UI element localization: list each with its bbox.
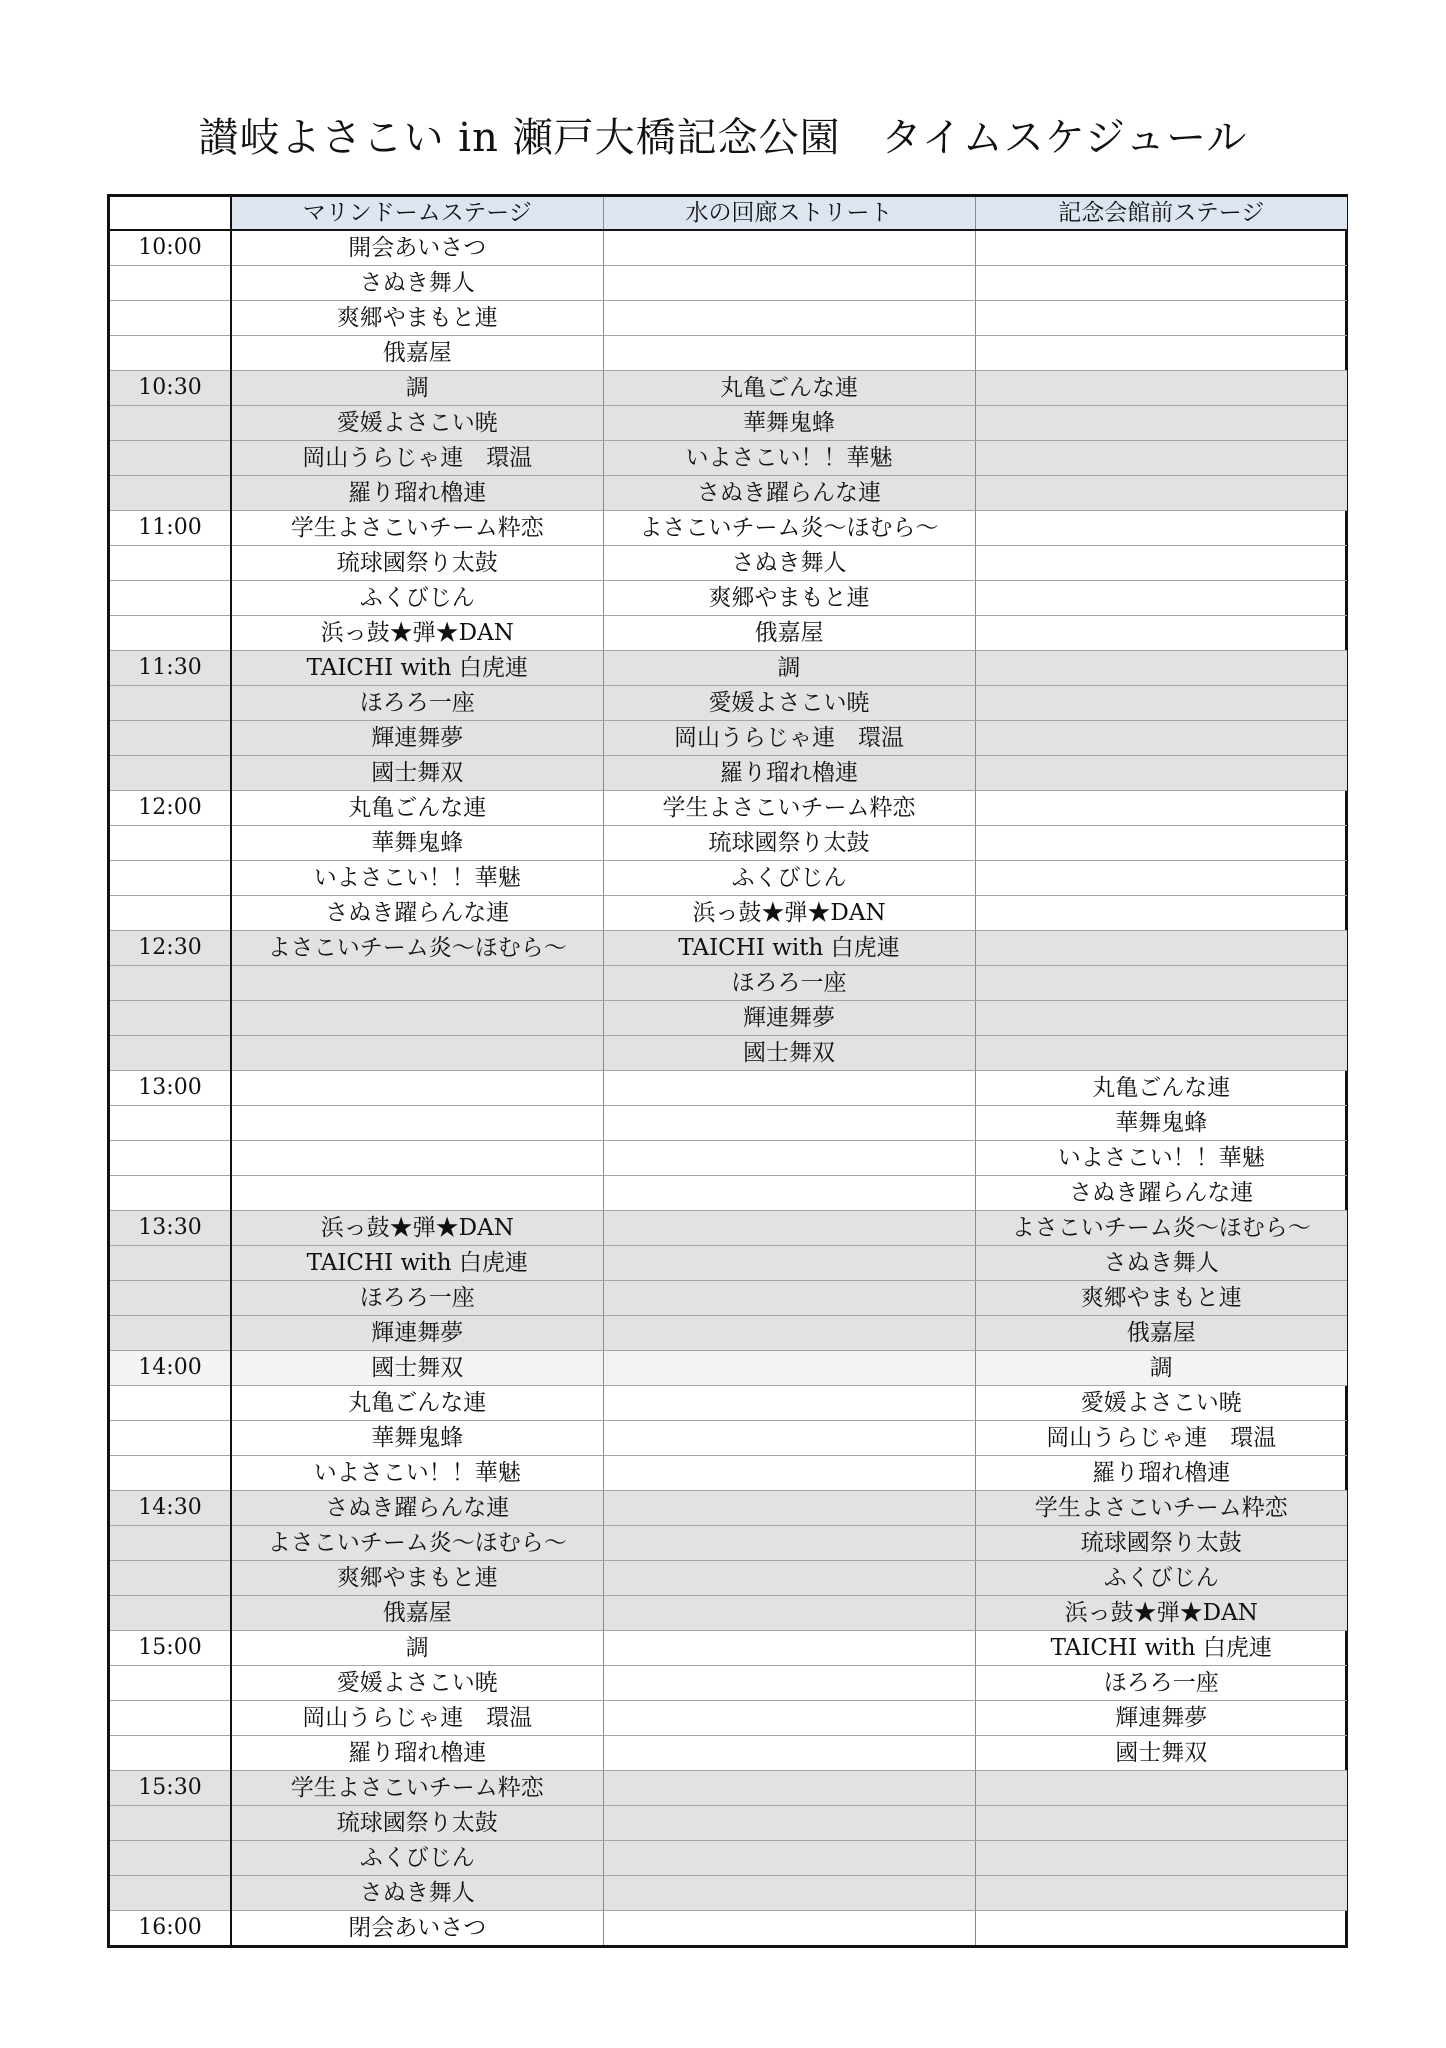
marine-dome-stage-cell xyxy=(231,1141,603,1176)
memorial-hall-stage-cell: 國士舞双 xyxy=(975,1736,1347,1771)
table-row xyxy=(110,406,1347,441)
table-row xyxy=(110,1456,1347,1491)
water-corridor-street-cell xyxy=(603,1351,975,1386)
memorial-hall-stage-cell xyxy=(975,1911,1347,1946)
water-corridor-street-cell xyxy=(603,1841,975,1876)
marine-dome-stage-cell xyxy=(231,1036,603,1071)
memorial-hall-stage-cell: 琉球國祭り太鼓 xyxy=(975,1526,1347,1561)
marine-dome-stage-cell: ほろろ一座 xyxy=(231,1281,603,1316)
table-row xyxy=(110,1736,1347,1771)
memorial-hall-stage-cell xyxy=(975,686,1347,721)
table-row xyxy=(110,266,1347,301)
time-cell xyxy=(110,966,231,1001)
marine-dome-stage-cell: 國士舞双 xyxy=(231,756,603,791)
memorial-hall-stage-cell xyxy=(975,1001,1347,1036)
time-cell: 13:00 xyxy=(110,1071,231,1106)
water-corridor-street-cell xyxy=(603,1141,975,1176)
memorial-hall-stage-cell xyxy=(975,581,1347,616)
water-corridor-street-cell: 学生よさこいチーム粋恋 xyxy=(603,791,975,826)
marine-dome-stage-cell: ふくびじん xyxy=(231,1841,603,1876)
table-row xyxy=(110,336,1347,371)
marine-dome-stage-cell: 輝連舞夢 xyxy=(231,1316,603,1351)
table-row xyxy=(110,1841,1347,1876)
table-row xyxy=(110,1701,1347,1736)
marine-dome-stage-cell: 調 xyxy=(231,1631,603,1666)
table-row xyxy=(110,511,1347,546)
memorial-hall-stage-cell xyxy=(975,301,1347,336)
table-row xyxy=(110,1876,1347,1911)
water-corridor-street-cell: 愛媛よさこい暁 xyxy=(603,686,975,721)
time-cell xyxy=(110,721,231,756)
marine-dome-stage-cell: 浜っ鼓★弾★DAN xyxy=(231,616,603,651)
water-corridor-street-cell: さぬき躍らんな連 xyxy=(603,476,975,511)
time-cell xyxy=(110,1596,231,1631)
time-cell xyxy=(110,1246,231,1281)
marine-dome-stage-cell: よさこいチーム炎～ほむら～ xyxy=(231,931,603,966)
table-row xyxy=(110,1911,1347,1946)
header-time xyxy=(110,197,231,230)
memorial-hall-stage-cell xyxy=(975,266,1347,301)
time-cell xyxy=(110,1701,231,1736)
schedule-body xyxy=(110,230,1347,1945)
memorial-hall-stage-cell: 羅り瑠れ櫓連 xyxy=(975,1456,1347,1491)
table-row xyxy=(110,476,1347,511)
table-row xyxy=(110,1631,1347,1666)
time-cell: 10:00 xyxy=(110,230,231,266)
memorial-hall-stage-cell xyxy=(975,966,1347,1001)
water-corridor-street-cell: よさこいチーム炎～ほむら～ xyxy=(603,511,975,546)
water-corridor-street-cell xyxy=(603,1386,975,1421)
water-corridor-street-cell xyxy=(603,1771,975,1806)
table-row xyxy=(110,1316,1347,1351)
memorial-hall-stage-cell: 浜っ鼓★弾★DAN xyxy=(975,1596,1347,1631)
memorial-hall-stage-cell xyxy=(975,336,1347,371)
table-row xyxy=(110,1421,1347,1456)
time-cell xyxy=(110,826,231,861)
time-cell: 14:30 xyxy=(110,1491,231,1526)
water-corridor-street-cell xyxy=(603,1211,975,1246)
marine-dome-stage-cell: 閉会あいさつ xyxy=(231,1911,603,1946)
time-cell xyxy=(110,1806,231,1841)
table-row xyxy=(110,896,1347,931)
table-row xyxy=(110,1071,1347,1106)
marine-dome-stage-cell: 丸亀ごんな連 xyxy=(231,791,603,826)
water-corridor-street-cell xyxy=(603,1876,975,1911)
water-corridor-street-cell xyxy=(603,1666,975,1701)
memorial-hall-stage-cell xyxy=(975,861,1347,896)
memorial-hall-stage-cell xyxy=(975,1036,1347,1071)
water-corridor-street-cell xyxy=(603,1561,975,1596)
table-row xyxy=(110,441,1347,476)
time-cell xyxy=(110,1036,231,1071)
time-cell xyxy=(110,1316,231,1351)
marine-dome-stage-cell: さぬき舞人 xyxy=(231,266,603,301)
time-cell xyxy=(110,266,231,301)
table-row xyxy=(110,1596,1347,1631)
table-row xyxy=(110,1666,1347,1701)
water-corridor-street-cell: ふくびじん xyxy=(603,861,975,896)
water-corridor-street-cell: 華舞鬼蜂 xyxy=(603,406,975,441)
water-corridor-street-cell xyxy=(603,1806,975,1841)
table-row xyxy=(110,1806,1347,1841)
marine-dome-stage-cell: さぬき舞人 xyxy=(231,1876,603,1911)
time-cell xyxy=(110,406,231,441)
marine-dome-stage-cell xyxy=(231,1071,603,1106)
marine-dome-stage-cell: 琉球國祭り太鼓 xyxy=(231,546,603,581)
memorial-hall-stage-cell xyxy=(975,826,1347,861)
memorial-hall-stage-cell xyxy=(975,1806,1347,1841)
marine-dome-stage-cell: 学生よさこいチーム粋恋 xyxy=(231,1771,603,1806)
table-row xyxy=(110,1036,1347,1071)
time-cell xyxy=(110,756,231,791)
table-row xyxy=(110,826,1347,861)
memorial-hall-stage-cell: さぬき躍らんな連 xyxy=(975,1176,1347,1211)
table-row xyxy=(110,1386,1347,1421)
header-water-corridor-street: 水の回廊ストリート xyxy=(603,197,975,230)
marine-dome-stage-cell xyxy=(231,1001,603,1036)
memorial-hall-stage-cell: 岡山うらじゃ連 環温 xyxy=(975,1421,1347,1456)
water-corridor-street-cell: 羅り瑠れ櫓連 xyxy=(603,756,975,791)
memorial-hall-stage-cell: 輝連舞夢 xyxy=(975,1701,1347,1736)
memorial-hall-stage-cell xyxy=(975,651,1347,686)
marine-dome-stage-cell: 爽郷やまもと連 xyxy=(231,1561,603,1596)
water-corridor-street-cell: ほろろ一座 xyxy=(603,966,975,1001)
marine-dome-stage-cell: 岡山うらじゃ連 環温 xyxy=(231,441,603,476)
memorial-hall-stage-cell xyxy=(975,616,1347,651)
time-cell xyxy=(110,1106,231,1141)
memorial-hall-stage-cell xyxy=(975,1876,1347,1911)
water-corridor-street-cell xyxy=(603,1071,975,1106)
memorial-hall-stage-cell xyxy=(975,230,1347,266)
table-row xyxy=(110,1281,1347,1316)
time-cell xyxy=(110,581,231,616)
table-row xyxy=(110,1176,1347,1211)
time-cell xyxy=(110,1176,231,1211)
time-cell: 14:00 xyxy=(110,1351,231,1386)
memorial-hall-stage-cell xyxy=(975,931,1347,966)
time-cell xyxy=(110,1876,231,1911)
marine-dome-stage-cell: 俄嘉屋 xyxy=(231,336,603,371)
time-cell: 11:30 xyxy=(110,651,231,686)
table-row xyxy=(110,301,1347,336)
marine-dome-stage-cell xyxy=(231,1106,603,1141)
water-corridor-street-cell: 丸亀ごんな連 xyxy=(603,371,975,406)
time-cell xyxy=(110,546,231,581)
memorial-hall-stage-cell: 爽郷やまもと連 xyxy=(975,1281,1347,1316)
table-row xyxy=(110,1526,1347,1561)
memorial-hall-stage-cell: よさこいチーム炎～ほむら～ xyxy=(975,1211,1347,1246)
memorial-hall-stage-cell xyxy=(975,406,1347,441)
table-row xyxy=(110,1771,1347,1806)
water-corridor-street-cell xyxy=(603,1246,975,1281)
water-corridor-street-cell xyxy=(603,1736,975,1771)
marine-dome-stage-cell: TAICHI with 白虎連 xyxy=(231,651,603,686)
water-corridor-street-cell xyxy=(603,1316,975,1351)
table-row xyxy=(110,721,1347,756)
water-corridor-street-cell xyxy=(603,266,975,301)
marine-dome-stage-cell: 俄嘉屋 xyxy=(231,1596,603,1631)
water-corridor-street-cell xyxy=(603,301,975,336)
schedule-table xyxy=(110,197,1347,1945)
time-cell xyxy=(110,476,231,511)
marine-dome-stage-cell: 学生よさこいチーム粋恋 xyxy=(231,511,603,546)
water-corridor-street-cell: 爽郷やまもと連 xyxy=(603,581,975,616)
water-corridor-street-cell xyxy=(603,230,975,266)
water-corridor-street-cell xyxy=(603,336,975,371)
time-cell: 10:30 xyxy=(110,371,231,406)
time-cell xyxy=(110,896,231,931)
memorial-hall-stage-cell xyxy=(975,371,1347,406)
table-row xyxy=(110,1491,1347,1526)
marine-dome-stage-cell: さぬき躍らんな連 xyxy=(231,1491,603,1526)
marine-dome-stage-cell: 愛媛よさこい暁 xyxy=(231,406,603,441)
water-corridor-street-cell: 輝連舞夢 xyxy=(603,1001,975,1036)
water-corridor-street-cell xyxy=(603,1456,975,1491)
time-cell xyxy=(110,1281,231,1316)
time-cell xyxy=(110,1526,231,1561)
memorial-hall-stage-cell xyxy=(975,896,1347,931)
memorial-hall-stage-cell xyxy=(975,1771,1347,1806)
water-corridor-street-cell: 浜っ鼓★弾★DAN xyxy=(603,896,975,931)
marine-dome-stage-cell: 羅り瑠れ櫓連 xyxy=(231,476,603,511)
table-row xyxy=(110,1246,1347,1281)
table-row xyxy=(110,1211,1347,1246)
time-cell: 16:00 xyxy=(110,1911,231,1946)
table-row xyxy=(110,230,1347,266)
table-row xyxy=(110,686,1347,721)
marine-dome-stage-cell: 華舞鬼蜂 xyxy=(231,826,603,861)
memorial-hall-stage-cell: 俄嘉屋 xyxy=(975,1316,1347,1351)
table-row xyxy=(110,931,1347,966)
memorial-hall-stage-cell xyxy=(975,546,1347,581)
table-row xyxy=(110,756,1347,791)
time-cell xyxy=(110,1666,231,1701)
water-corridor-street-cell: いよさこい！！華魅 xyxy=(603,441,975,476)
marine-dome-stage-cell: ほろろ一座 xyxy=(231,686,603,721)
time-cell: 12:00 xyxy=(110,791,231,826)
water-corridor-street-cell: さぬき舞人 xyxy=(603,546,975,581)
time-cell xyxy=(110,1001,231,1036)
memorial-hall-stage-cell xyxy=(975,441,1347,476)
marine-dome-stage-cell: 丸亀ごんな連 xyxy=(231,1386,603,1421)
table-row xyxy=(110,791,1347,826)
marine-dome-stage-cell: さぬき躍らんな連 xyxy=(231,896,603,931)
time-cell: 11:00 xyxy=(110,511,231,546)
water-corridor-street-cell xyxy=(603,1526,975,1561)
table-row xyxy=(110,861,1347,896)
water-corridor-street-cell: 岡山うらじゃ連 環温 xyxy=(603,721,975,756)
memorial-hall-stage-cell xyxy=(975,721,1347,756)
water-corridor-street-cell xyxy=(603,1281,975,1316)
memorial-hall-stage-cell: 学生よさこいチーム粋恋 xyxy=(975,1491,1347,1526)
memorial-hall-stage-cell: ほろろ一座 xyxy=(975,1666,1347,1701)
water-corridor-street-cell xyxy=(603,1491,975,1526)
time-cell: 12:30 xyxy=(110,931,231,966)
header-marine-dome-stage: マリンドームステージ xyxy=(231,197,603,230)
memorial-hall-stage-cell xyxy=(975,1841,1347,1876)
memorial-hall-stage-cell xyxy=(975,756,1347,791)
page-title: 讃岐よさこい in 瀬戸大橋記念公園 タイムスケジュール xyxy=(198,115,1248,161)
water-corridor-street-cell xyxy=(603,1596,975,1631)
time-cell xyxy=(110,301,231,336)
time-cell xyxy=(110,616,231,651)
table-row xyxy=(110,1106,1347,1141)
water-corridor-street-cell xyxy=(603,1421,975,1456)
memorial-hall-stage-cell xyxy=(975,476,1347,511)
table-row xyxy=(110,651,1347,686)
header-row xyxy=(110,197,1347,230)
memorial-hall-stage-cell: いよさこい！！華魅 xyxy=(975,1141,1347,1176)
marine-dome-stage-cell: 琉球國祭り太鼓 xyxy=(231,1806,603,1841)
time-cell xyxy=(110,1456,231,1491)
time-cell xyxy=(110,861,231,896)
time-cell: 15:00 xyxy=(110,1631,231,1666)
memorial-hall-stage-cell: 丸亀ごんな連 xyxy=(975,1071,1347,1106)
water-corridor-street-cell xyxy=(603,1176,975,1211)
memorial-hall-stage-cell: 愛媛よさこい暁 xyxy=(975,1386,1347,1421)
water-corridor-street-cell: 俄嘉屋 xyxy=(603,616,975,651)
water-corridor-street-cell: 調 xyxy=(603,651,975,686)
memorial-hall-stage-cell: ふくびじん xyxy=(975,1561,1347,1596)
table-row xyxy=(110,546,1347,581)
schedule-sheet xyxy=(107,194,1348,1948)
table-row xyxy=(110,1001,1347,1036)
time-cell xyxy=(110,336,231,371)
marine-dome-stage-cell: よさこいチーム炎～ほむら～ xyxy=(231,1526,603,1561)
memorial-hall-stage-cell: さぬき舞人 xyxy=(975,1246,1347,1281)
marine-dome-stage-cell: 羅り瑠れ櫓連 xyxy=(231,1736,603,1771)
time-cell xyxy=(110,1841,231,1876)
marine-dome-stage-cell: 爽郷やまもと連 xyxy=(231,301,603,336)
time-cell: 15:30 xyxy=(110,1771,231,1806)
water-corridor-street-cell: 琉球國祭り太鼓 xyxy=(603,826,975,861)
marine-dome-stage-cell xyxy=(231,1176,603,1211)
marine-dome-stage-cell: 浜っ鼓★弾★DAN xyxy=(231,1211,603,1246)
memorial-hall-stage-cell xyxy=(975,511,1347,546)
marine-dome-stage-cell: 國士舞双 xyxy=(231,1351,603,1386)
marine-dome-stage-cell: 開会あいさつ xyxy=(231,230,603,266)
marine-dome-stage-cell: ふくびじん xyxy=(231,581,603,616)
water-corridor-street-cell xyxy=(603,1631,975,1666)
marine-dome-stage-cell: 華舞鬼蜂 xyxy=(231,1421,603,1456)
time-cell xyxy=(110,1561,231,1596)
water-corridor-street-cell: 國士舞双 xyxy=(603,1036,975,1071)
marine-dome-stage-cell: いよさこい！！華魅 xyxy=(231,1456,603,1491)
time-cell xyxy=(110,1421,231,1456)
memorial-hall-stage-cell xyxy=(975,791,1347,826)
water-corridor-street-cell xyxy=(603,1106,975,1141)
table-row xyxy=(110,966,1347,1001)
marine-dome-stage-cell: 調 xyxy=(231,371,603,406)
memorial-hall-stage-cell: 華舞鬼蜂 xyxy=(975,1106,1347,1141)
memorial-hall-stage-cell: TAICHI with 白虎連 xyxy=(975,1631,1347,1666)
marine-dome-stage-cell: 愛媛よさこい暁 xyxy=(231,1666,603,1701)
table-row xyxy=(110,1561,1347,1596)
marine-dome-stage-cell: TAICHI with 白虎連 xyxy=(231,1246,603,1281)
marine-dome-stage-cell: 輝連舞夢 xyxy=(231,721,603,756)
time-cell xyxy=(110,686,231,721)
water-corridor-street-cell xyxy=(603,1911,975,1946)
time-cell: 13:30 xyxy=(110,1211,231,1246)
time-cell xyxy=(110,1736,231,1771)
marine-dome-stage-cell xyxy=(231,966,603,1001)
water-corridor-street-cell xyxy=(603,1701,975,1736)
water-corridor-street-cell: TAICHI with 白虎連 xyxy=(603,931,975,966)
time-cell xyxy=(110,441,231,476)
table-row xyxy=(110,1141,1347,1176)
table-row xyxy=(110,581,1347,616)
table-row xyxy=(110,1351,1347,1386)
time-cell xyxy=(110,1386,231,1421)
marine-dome-stage-cell: 岡山うらじゃ連 環温 xyxy=(231,1701,603,1736)
table-row xyxy=(110,616,1347,651)
table-row xyxy=(110,371,1347,406)
header-memorial-hall-stage: 記念会館前ステージ xyxy=(975,197,1347,230)
time-cell xyxy=(110,1141,231,1176)
memorial-hall-stage-cell: 調 xyxy=(975,1351,1347,1386)
marine-dome-stage-cell: いよさこい！！華魅 xyxy=(231,861,603,896)
